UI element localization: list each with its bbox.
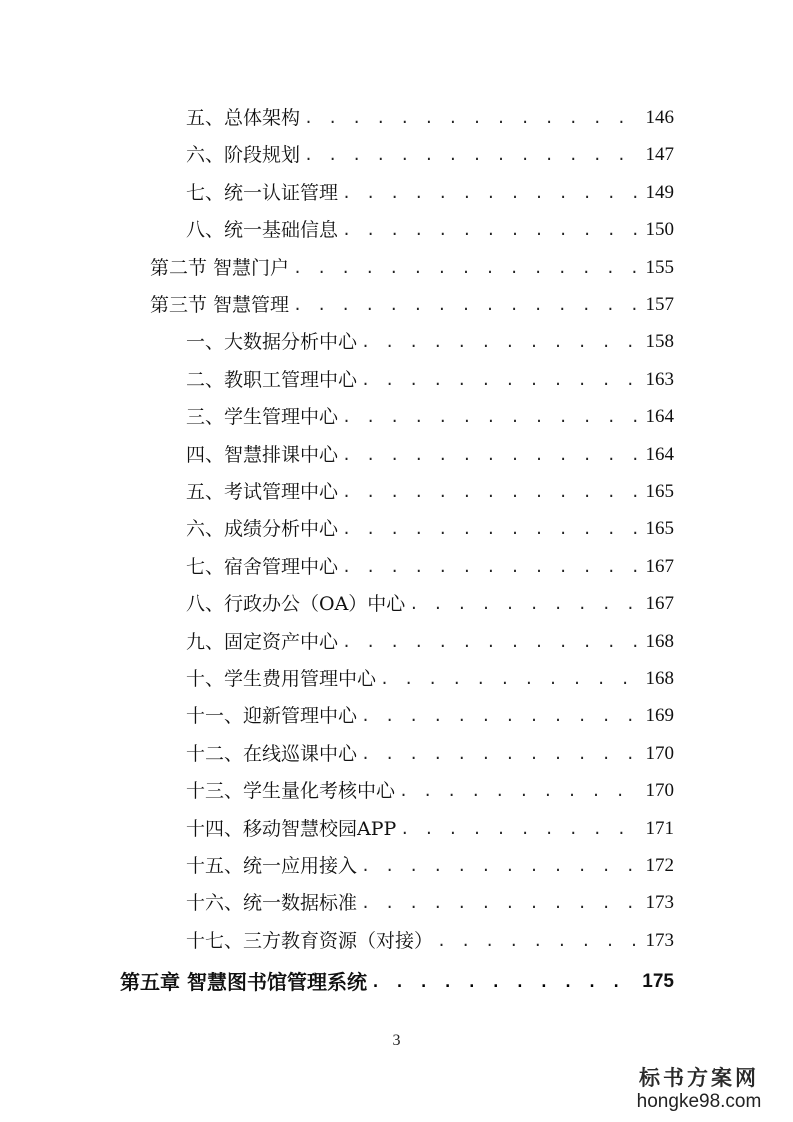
toc-dot-leader (342, 399, 639, 435)
toc-entry-page-number: 170 (645, 742, 674, 764)
toc-entry (150, 287, 674, 323)
toc-dot-leader (342, 175, 639, 211)
toc-entry-page-number: 165 (645, 518, 674, 540)
toc-entry (186, 885, 674, 921)
toc-entry-title: 六、阶段规划 (186, 144, 301, 167)
watermark-site-name: 标书方案网 (639, 1065, 759, 1090)
toc-dot-leader (304, 137, 639, 173)
toc-entry-page-number: 167 (645, 593, 674, 615)
toc-entry (186, 624, 674, 660)
toc-dot-leader (400, 811, 639, 847)
toc-entry-page-number: 164 (645, 406, 674, 428)
toc-dot-leader (342, 549, 639, 585)
toc-entry-title: 七、宿舍管理中心 (186, 555, 339, 578)
toc-dot-leader (342, 624, 639, 660)
toc-entry-page-number: 164 (645, 443, 674, 465)
toc-dot-leader (342, 511, 639, 547)
toc-entry (186, 362, 674, 398)
toc-dot-leader (371, 964, 636, 1000)
toc-entry-title: 十五、统一应用接入 (186, 855, 358, 877)
toc-entry-page-number: 170 (645, 780, 674, 802)
toc-dot-leader (399, 773, 639, 809)
toc-entry (186, 698, 674, 734)
toc-entry (186, 923, 674, 959)
toc-entry-page-number: 168 (645, 630, 674, 652)
toc-entry (186, 175, 674, 211)
toc-dot-leader (361, 698, 639, 734)
toc-entry (186, 437, 674, 473)
page-number: 3 (392, 1032, 401, 1049)
toc-entry-page-number: 173 (645, 892, 674, 914)
toc-entry-title: 第二节 智慧门户 (150, 256, 290, 279)
toc-entry-page-number: 155 (645, 256, 674, 278)
toc-entry (186, 773, 674, 809)
toc-entry (186, 811, 674, 847)
toc-entry-title: 三、学生管理中心 (186, 406, 339, 429)
toc-entry-title: 六、成绩分析中心 (186, 518, 339, 541)
toc-entry-page-number: 150 (645, 219, 674, 241)
toc-dot-leader (361, 324, 639, 360)
toc-dot-leader (437, 923, 639, 959)
toc-entry-page-number: 172 (645, 855, 674, 876)
toc-dot-leader (342, 212, 639, 248)
toc-dot-leader (361, 848, 639, 884)
toc-entry-page-number: 168 (645, 668, 674, 689)
toc-dot-leader (361, 736, 639, 772)
toc-entry-title: 第三节 智慧管理 (150, 294, 290, 316)
toc-entry-title: 四、智慧排课中心 (186, 443, 339, 466)
toc-entry (186, 511, 674, 547)
toc-entry (186, 586, 674, 622)
toc-dot-leader (361, 362, 639, 398)
toc-entry (186, 661, 674, 697)
toc-entry-title: 一、大数据分析中心 (186, 331, 358, 354)
toc-entry (186, 100, 674, 136)
toc-entry (186, 399, 674, 435)
toc-entry (150, 250, 674, 286)
toc-entry-title: 十一、迎新管理中心 (186, 705, 358, 728)
toc-entry-title: 九、固定资产中心 (186, 630, 339, 653)
toc-entry (186, 137, 674, 173)
toc-entry (186, 324, 674, 360)
toc-entry-page-number: 149 (645, 181, 674, 203)
toc-entry-title: 十、学生费用管理中心 (186, 668, 377, 690)
toc-entry-title: 五、考试管理中心 (186, 481, 339, 503)
toc-dot-leader (293, 250, 639, 286)
toc-entry-title: 八、统一基础信息 (186, 219, 339, 242)
toc-entry (186, 474, 674, 510)
toc-entry (186, 848, 674, 884)
toc-entry-page-number: 157 (645, 294, 674, 315)
toc-entry-title: 五、总体架构 (186, 107, 301, 129)
toc-dot-leader (342, 474, 639, 510)
toc-entry (186, 212, 674, 248)
site-watermark (619, 1066, 779, 1114)
toc-entry-page-number: 147 (645, 144, 674, 166)
toc-entry-title: 八、行政办公（OA）中心 (186, 593, 406, 616)
toc-entry-page-number: 171 (645, 817, 674, 839)
toc-entry-page-number: 146 (645, 107, 674, 128)
toc-entry (186, 736, 674, 772)
toc-entry (120, 964, 674, 1000)
toc-dot-leader (380, 661, 639, 697)
toc-dot-leader (361, 885, 639, 921)
toc-entry-title: 第五章 智慧图书馆管理系统 (120, 970, 367, 995)
toc-entry-page-number: 158 (645, 331, 674, 353)
toc-entry-page-number: 173 (645, 929, 674, 951)
toc-dot-leader (293, 287, 639, 323)
toc-entry-title: 十七、三方教育资源（对接） (186, 929, 434, 952)
watermark-site-url: hongke98.com (636, 1091, 762, 1112)
toc-entry-page-number: 167 (645, 555, 674, 577)
toc-entry-title: 七、统一认证管理 (186, 181, 339, 204)
toc-entry-title: 十三、学生量化考核中心 (186, 780, 396, 803)
toc-entry-title: 十六、统一数据标准 (186, 892, 358, 915)
toc-entry-page-number: 175 (642, 971, 674, 993)
toc-entry-page-number: 169 (645, 705, 674, 727)
toc-entry-page-number: 163 (645, 368, 674, 390)
toc-entry-title: 十二、在线巡课中心 (186, 742, 358, 765)
toc-entry (186, 549, 674, 585)
toc-entry-title: 十四、移动智慧校园APP (186, 817, 397, 840)
toc-dot-leader (342, 437, 639, 473)
toc-entry-page-number: 165 (645, 481, 674, 502)
toc-dot-leader (409, 586, 639, 622)
toc-entry-title: 二、教职工管理中心 (186, 368, 358, 391)
toc-dot-leader (304, 100, 639, 136)
